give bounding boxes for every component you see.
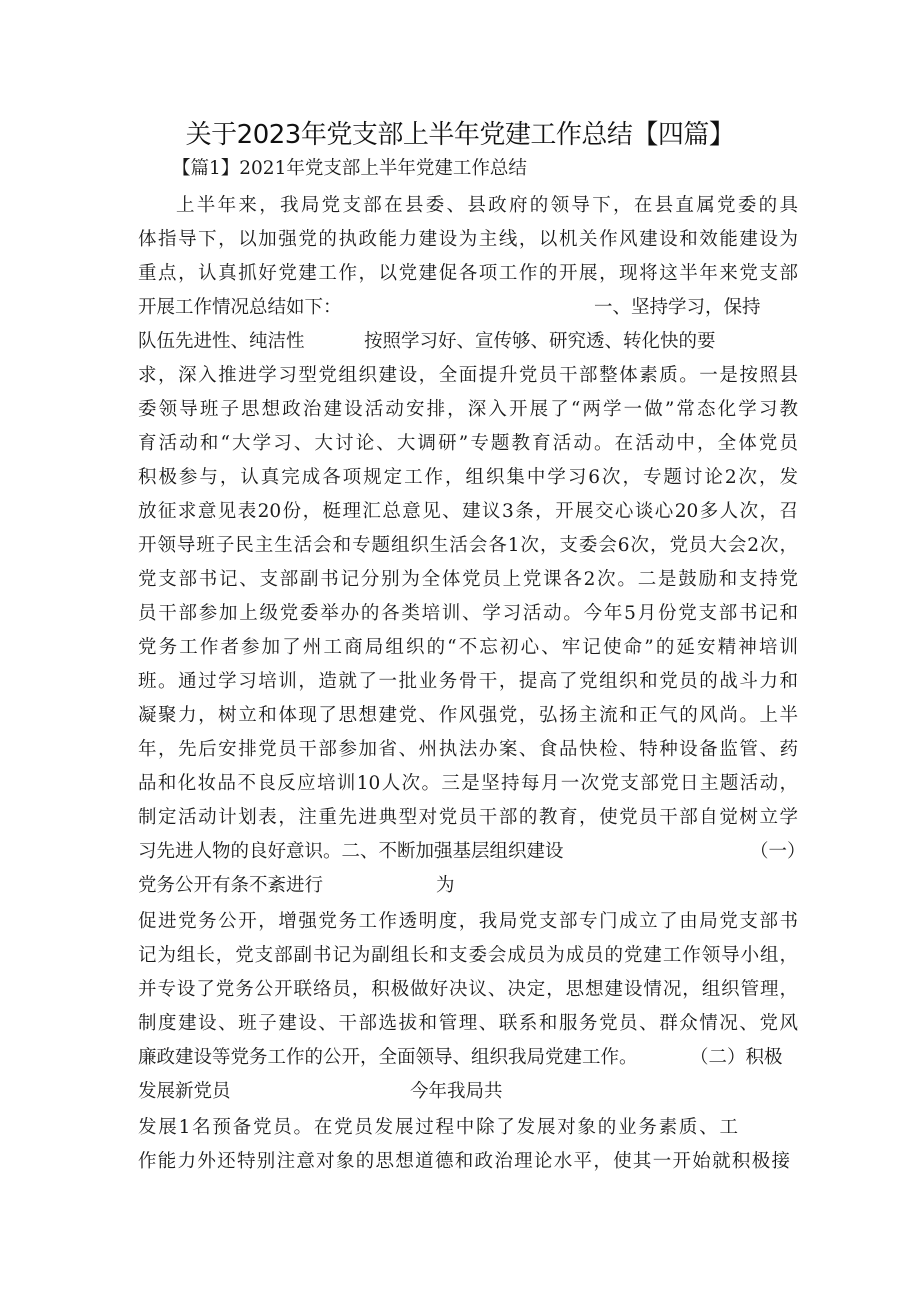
text-segment: 发展新党员 — [138, 1081, 231, 1102]
text-segment: 党务公开有条不紊进行 — [138, 875, 324, 896]
paragraph-line: 育活动和“大学习、大讨论、大调研”专题教育活动。在活动中，全体党员 — [138, 433, 798, 454]
paragraph-line: 并专设了党务公开联络员，积极做好决议、决定，思想建设情况，组织管理， — [138, 979, 798, 1000]
paragraph-line: 体指导下，以加强党的执政能力建设为主线，以机关作风建设和效能建设为 — [138, 229, 798, 250]
paragraph-line: 制定活动计划表，注重先进典型对党员干部的教育，使党员干部自觉树立学 — [138, 807, 798, 828]
text-segment: （一） — [750, 841, 806, 862]
text-segment: 习先进人物的良好意识。二、不断加强基层组织建设 — [138, 841, 564, 862]
paragraph-line: 党支部书记、支部副书记分别为全体党员上党课各2次。二是鼓励和支持党 — [138, 569, 798, 590]
paragraph-line — [138, 872, 798, 900]
paragraph-line: 促进党务公开，增强党务工作透明度，我局党支部专门成立了由局党支部书 — [138, 911, 798, 932]
text-segment: 队伍先进性、纯洁性 — [138, 331, 305, 352]
paragraph-line — [138, 838, 806, 866]
paragraph-line: 放征求意见表20份，梃理汇总意见、建议3条，开展交心谈心20多人次，召 — [138, 501, 798, 522]
text-segment: 为 — [436, 875, 455, 896]
paragraph-line: 开领导班子民主生活会和专题组织生活会各1次，支委会6次，党员大会2次， — [138, 535, 798, 556]
paragraph-line: 重点，认真抓好党建工作，以党建促各项工作的开展，现将这半年来党支部 — [138, 263, 798, 284]
paragraph-line: 积极参与，认真完成各项规定工作，组织集中学习6次，专题讨论2次，发 — [138, 467, 798, 488]
paragraph-line: 委领导班子思想政治建设活动安排，深入开展了“两学一做”常态化学习教 — [138, 399, 798, 420]
text-segment: 今年我局共 — [410, 1081, 503, 1102]
paragraph-line: 制度建设、班子建设、干部选拔和管理、联系和服务党员、群众情况、党风 — [138, 1013, 798, 1034]
text-segment: 廉政建设等党务工作的公开，全面领导、组织我局党建工作。 — [138, 1047, 638, 1068]
paragraph-line — [138, 328, 798, 356]
paragraph-line: 求，深入推进学习型党组织建设，全面提升党员干部整体素质。一是按照县 — [138, 365, 798, 386]
text-segment: 按照学习好、宣传够、研究透、转化快的要 — [364, 331, 716, 352]
paragraph-line: 员干部参加上级党委举办的各类培训、学习活动。今年5月份党支部书记和 — [138, 603, 798, 624]
paragraph-line — [138, 294, 798, 322]
text-segment: 开展工作情况总结如下： — [138, 297, 342, 318]
text-segment: 一、坚持学习，保持 — [594, 297, 761, 318]
text-segment: （二）积极 — [690, 1047, 783, 1068]
paragraph-line: 品和化妆品不良反应培训10人次。三是坚持每月一次党支部党日主题活动， — [138, 773, 798, 794]
paragraph-line: 发展1名预备党员。在党员发展过程中除了发展对象的业务素质、工 — [138, 1117, 738, 1138]
paragraph-line — [138, 1044, 798, 1072]
paragraph-line: 班。通过学习培训，造就了一批业务骨干，提高了党组织和党员的战斗力和 — [138, 671, 798, 692]
paragraph-line: 上半年来，我局党支部在县委、县政府的领导下，在县直属党委的具 — [176, 195, 798, 216]
paragraph-line: 作能力外还特别注意对象的思想道德和政治理论水平，使其一开始就积极接 — [138, 1151, 790, 1172]
paragraph-line — [138, 1078, 798, 1106]
section-heading: 【篇1】2021年党支部上半年党建工作总结 — [172, 158, 527, 179]
paragraph-line: 党务工作者参加了州工商局组织的“不忘初心、牢记使命”的延安精神培训 — [138, 637, 798, 658]
paragraph-line: 凝聚力，树立和体现了思想建党、作风强党，弘扬主流和正气的风尚。上半 — [138, 705, 798, 726]
paragraph-line: 年，先后安排党员干部参加省、州执法办案、食品快检、特种设备监管、药 — [138, 739, 798, 760]
document-title: 关于2023年党支部上半年党建工作总结【四篇】 — [185, 120, 735, 150]
paragraph-line: 记为组长，党支部副书记为副组长和支委会成员为成员的党建工作领导小组， — [138, 945, 798, 966]
